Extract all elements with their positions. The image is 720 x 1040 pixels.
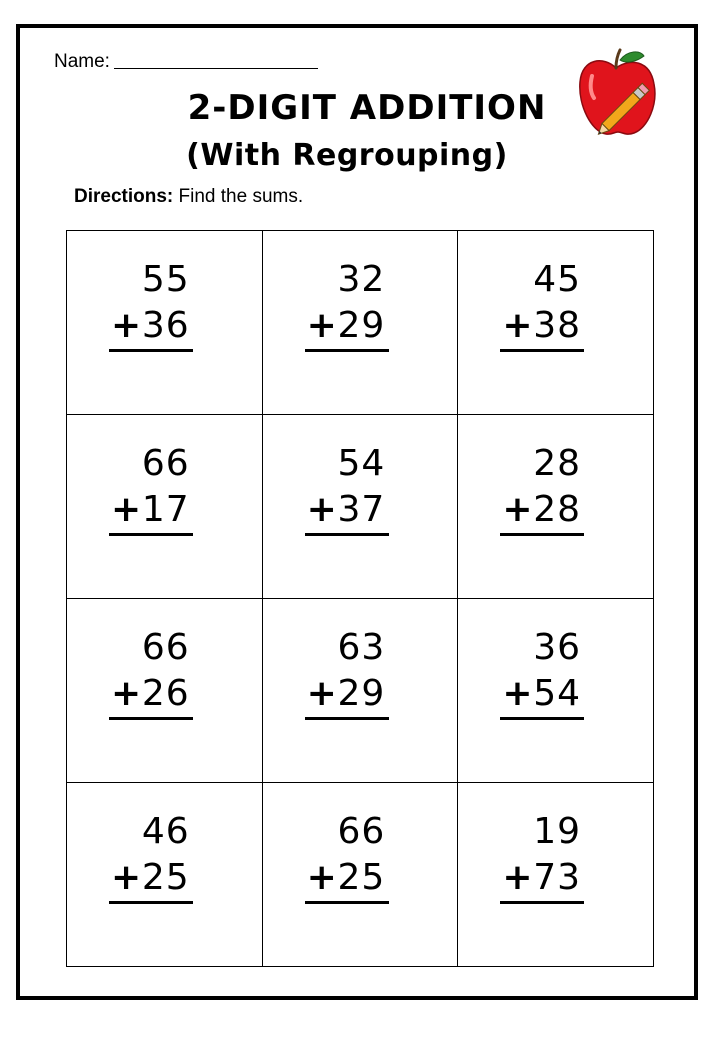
plus-sign: + <box>502 673 533 714</box>
plus-sign: + <box>502 489 533 530</box>
problem-cell <box>262 599 458 783</box>
top-addend: 63 <box>337 627 386 668</box>
problem-cell <box>67 599 263 783</box>
answer-line <box>500 901 584 904</box>
problems-grid <box>66 230 654 967</box>
bottom-addend: 29 <box>337 305 386 346</box>
problem-cell <box>262 231 458 415</box>
answer-line <box>305 717 389 720</box>
top-addend: 36 <box>533 627 581 668</box>
top-addend: 32 <box>337 259 386 300</box>
problem-row <box>67 599 654 783</box>
bottom-addend: 38 <box>533 305 581 346</box>
plus-sign: + <box>502 857 533 898</box>
addition-problem <box>458 783 653 966</box>
bottom-addend: 25 <box>337 857 386 898</box>
plus-sign: + <box>306 673 337 714</box>
addition-problem <box>263 415 458 598</box>
directions <box>74 186 303 208</box>
addition-problem <box>67 599 262 782</box>
apple-with-pencil-icon <box>576 48 658 140</box>
problem-row <box>67 231 654 415</box>
bottom-addend: 36 <box>141 305 190 346</box>
top-addend: 55 <box>141 259 190 300</box>
top-addend: 54 <box>337 443 386 484</box>
answer-line <box>305 533 389 536</box>
addition-problem <box>67 783 262 966</box>
problem-cell <box>458 231 654 415</box>
plus-sign: + <box>306 857 337 898</box>
answer-line <box>109 533 193 536</box>
problem-row <box>67 415 654 599</box>
bottom-addend: 26 <box>141 673 190 714</box>
addition-problem <box>263 783 458 966</box>
worksheet-page <box>16 24 698 1000</box>
problem-row <box>67 783 654 967</box>
problem-cell <box>67 783 263 967</box>
directions-text: Find the sums. <box>173 186 304 207</box>
name-field <box>54 50 318 73</box>
top-addend: 66 <box>337 811 386 852</box>
problem-cell <box>262 415 458 599</box>
bottom-addend: 37 <box>337 489 386 530</box>
top-addend: 66 <box>141 443 190 484</box>
plus-sign: + <box>502 305 533 346</box>
plus-sign: + <box>111 305 142 346</box>
name-label: Name: <box>54 51 110 72</box>
worksheet-title: 2-DIGIT ADDITION <box>187 88 547 128</box>
top-addend: 19 <box>533 811 581 852</box>
plus-sign: + <box>111 489 142 530</box>
addition-problem <box>458 599 653 782</box>
directions-label: Directions: <box>74 186 174 207</box>
answer-line <box>305 349 389 352</box>
bottom-addend: 25 <box>141 857 190 898</box>
top-addend: 46 <box>141 811 190 852</box>
bottom-addend: 17 <box>141 489 190 530</box>
plus-sign: + <box>111 673 142 714</box>
plus-sign: + <box>111 857 142 898</box>
top-addend: 28 <box>533 443 581 484</box>
worksheet-subtitle: (With Regrouping) <box>186 138 508 173</box>
problem-cell <box>458 415 654 599</box>
addition-problem <box>458 231 653 414</box>
answer-line <box>500 533 584 536</box>
top-addend: 66 <box>141 627 190 668</box>
answer-line <box>109 717 193 720</box>
answer-line <box>500 349 584 352</box>
answer-line <box>109 901 193 904</box>
addition-problem <box>263 231 458 414</box>
plus-sign: + <box>306 489 337 530</box>
answer-line <box>500 717 584 720</box>
bottom-addend: 54 <box>533 673 581 714</box>
problem-cell <box>458 599 654 783</box>
bottom-addend: 28 <box>533 489 581 530</box>
bottom-addend: 73 <box>533 857 581 898</box>
addition-problem <box>67 415 262 598</box>
answer-line <box>305 901 389 904</box>
problem-cell <box>458 783 654 967</box>
answer-line <box>109 349 193 352</box>
bottom-addend: 29 <box>337 673 386 714</box>
top-addend: 45 <box>533 259 581 300</box>
problem-cell <box>67 415 263 599</box>
problem-cell <box>262 783 458 967</box>
plus-sign: + <box>306 305 337 346</box>
addition-problem <box>458 415 653 598</box>
addition-problem <box>67 231 262 414</box>
addition-problem <box>263 599 458 782</box>
problem-cell <box>67 231 263 415</box>
name-blank-line <box>114 50 318 69</box>
